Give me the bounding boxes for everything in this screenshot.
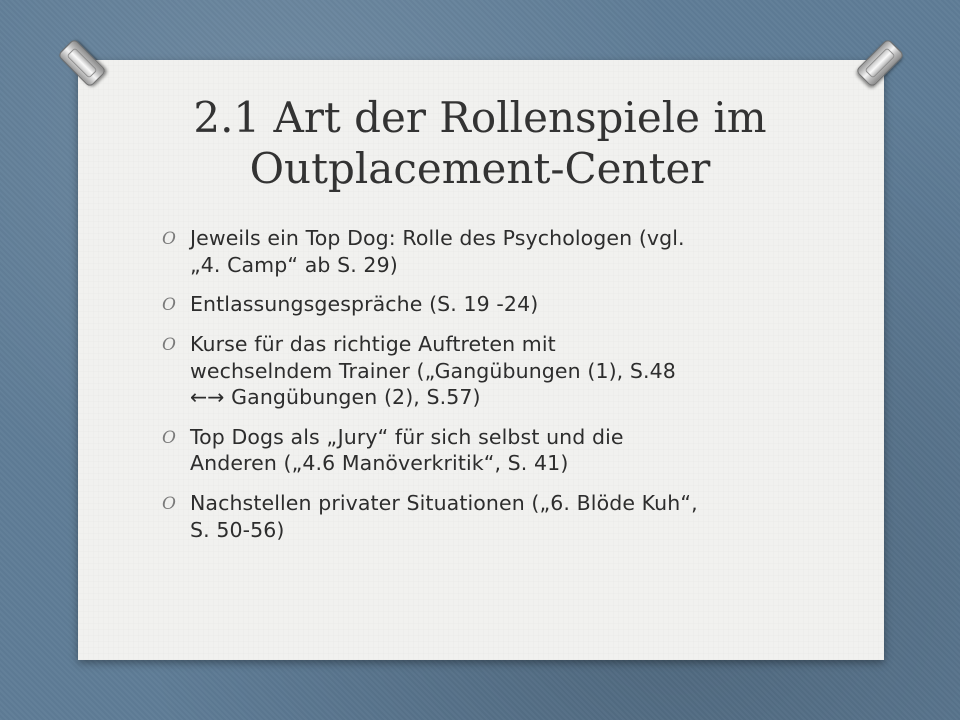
- bullet-marker-icon: O: [162, 334, 176, 355]
- slide-title: [0, 92, 960, 194]
- bullet-text-line: Jeweils ein Top Dog: Rolle des Psychologen (vgl.: [190, 226, 685, 250]
- bullet-item: [162, 331, 822, 411]
- bullet-item: [162, 225, 822, 278]
- bullet-list: [162, 225, 822, 556]
- bullet-marker-icon: O: [162, 494, 176, 515]
- bullet-text-line: ←→ Gangübungen (2), S.57): [190, 385, 481, 410]
- bullet-text-line: Kurse für das richtige Auftreten mit: [190, 331, 556, 356]
- bullet-text-line: Entlassungsgespräche (S. 19 -24): [190, 292, 539, 317]
- bullet-text-line: S. 50-56): [190, 517, 285, 542]
- bullet-text-line: wechselndem Trainer („Gangübungen (1), S.48: [190, 358, 676, 383]
- bullet-item: [162, 424, 822, 477]
- bullet-marker-icon: O: [162, 427, 176, 448]
- title-line: 2.1 Art der Rollenspiele im: [193, 93, 767, 142]
- title-line: Outplacement-Center: [249, 144, 711, 194]
- bullet-text-line: „4. Camp“ ab S. 29): [190, 252, 398, 277]
- bullet-text-line: Anderen („4.6 Manöverkritik“, S. 41): [190, 451, 569, 476]
- bullet-item: [162, 490, 822, 543]
- bullet-marker-icon: O: [162, 229, 176, 249]
- bullet-item: [162, 291, 822, 318]
- bullet-marker-icon: O: [162, 295, 176, 316]
- bullet-text-line: Top Dogs als „Jury“ für sich selbst und die: [190, 424, 624, 449]
- bullet-text-line: Nachstellen privater Situationen („6. Blöde Kuh“,: [190, 491, 698, 516]
